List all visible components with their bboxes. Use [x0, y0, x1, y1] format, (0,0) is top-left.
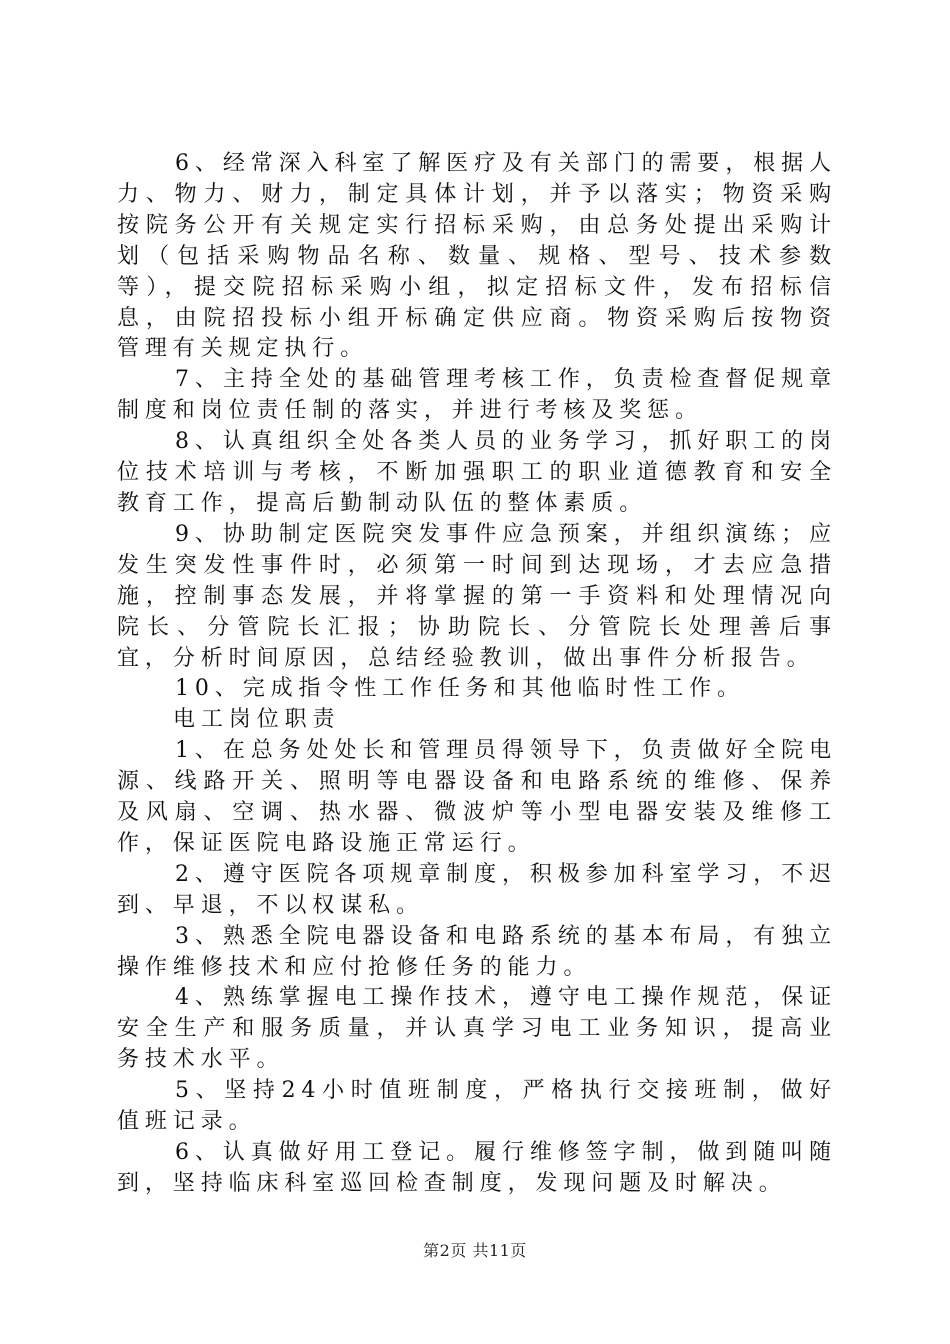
paragraph-item-7: 7、主持全处的基础管理考核工作，负责检查督促规章制度和岗位责任制的落实，并进行考核及奖惩。 — [117, 367, 837, 424]
electrician-duty-6: 6、认真做好用工登记。履行维修签字制，做到随叫随到，坚持临床科室巡回检查制度，发现问题及时解决。 — [117, 1140, 837, 1196]
page-footer — [0, 1240, 950, 1262]
electrician-duty-3: 3、熟悉全院电器设备和电路系统的基本布局，有独立操作维修技术和应付抢修任务的能力。 — [117, 923, 837, 980]
electrician-duty-4: 4、熟练掌握电工操作技术，遵守电工操作规范，保证安全生产和服务质量，并认真学习电工业务知识，提高业务技术水平。 — [117, 985, 837, 1073]
document-body — [117, 149, 837, 1200]
section-title: 电工岗位职责 — [173, 707, 341, 733]
electrician-duty-5: 5、坚持24小时值班制度，严格执行交接班制，做好值班记录。 — [117, 1078, 837, 1135]
paragraph-item-8: 8、认真组织全处各类人员的业务学习，抓好职工的岗位技术培训与考核，不断加强职工的职业道德教育和安全教育工作，提高后勤制动队伍的整体素质。 — [117, 429, 837, 516]
paragraph-item-6: 6、经常深入科室了解医疗及有关部门的需要，根据人力、物力、财力，制定具体计划，并予以落实；物资采购按院务公开有关规定实行招标采购，由总务处提出采购计划（包括采购物品名称、数量、规格、型号、技术参数等），提交院招标采购小组，拟定招标文件，发布招标信息，由院招投标小组开标确定供应商。物资采购后按物资管理有关规定执行。 — [117, 151, 837, 362]
paragraph-item-9: 9、协助制定医院突发事件应急预案，并组织演练；应发生突发性事件时，必须第一时间到达现场，才去应急措施，控制事态发展，并将掌握的第一手资料和处理情况向院长、分管院长汇报；协助院长、分管院长处理善后事宜，分析时间原因，总结经验教训，做出事件分析报告。 — [117, 521, 837, 671]
paragraph-item-10: 10、完成指令性工作任务和其他临时性工作。 — [175, 676, 745, 702]
page-number: 第2页 共11页 — [423, 1241, 527, 1260]
electrician-duty-2: 2、遵守医院各项规章制度，积极参加科室学习，不迟到、早退，不以权谋私。 — [117, 861, 837, 918]
electrician-duty-1: 1、在总务处处长和管理员得领导下，负责做好全院电源、线路开关、照明等电器设备和电路系统的维修、保养及风扇、空调、热水器、微波炉等小型电器安装及维修工作，保证医院电路设施正常运行。 — [117, 738, 837, 856]
